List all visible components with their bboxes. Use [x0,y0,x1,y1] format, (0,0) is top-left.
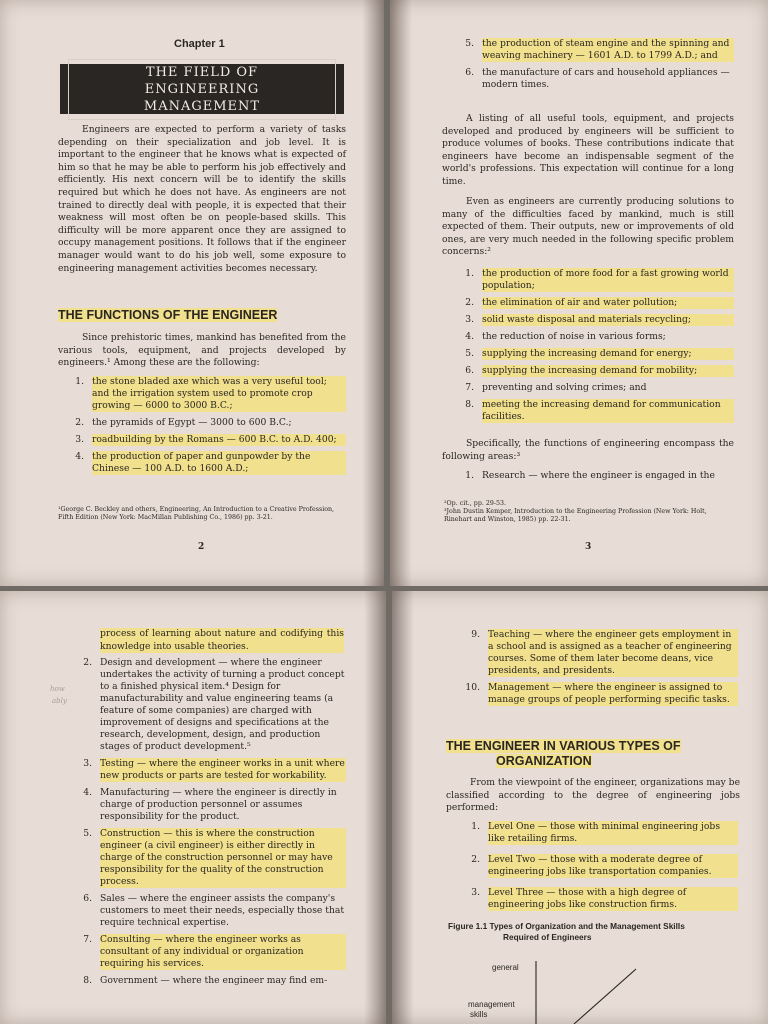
chapter-title-box [60,64,344,114]
binding-shadow [392,591,414,1024]
list-item: 1. the production of more food for a fast growing world population; [452,268,734,292]
page-4 [0,591,386,1024]
list-item: 1. the stone bladed axe which was a very useful tool; and the irrigation system used to promote crop growing — 6000 to 3000 B.C.; [62,376,346,412]
section-heading-functions: THE FUNCTIONS OF THE ENGINEER [58,308,278,322]
binding-shadow [390,0,412,586]
list-item: 2. the pyramids of Egypt — 3000 to 600 B.C.; [75,417,292,428]
axis-label-management: management [468,1000,515,1009]
list-item: 4. the reduction of noise in various forms; [465,331,666,342]
listing-paragraph: A listing of all useful tools, equipment, and projects developed and produced by engineers will be sufficient to produce volumes of books. These contributions indicate that engineers have become an indispensable segment of the world's professions. This expectation will continue for a long time. [442,113,734,187]
binding-shadow [362,0,384,586]
list-item: 4. Manufacturing — where the engineer is directly in charge of production personnel or assumes responsibility for the product. [83,787,337,822]
footnote-2: ²Op. cit., pp. 29-53. [444,500,507,507]
footnote: ¹George C. Beckley and others, Engineering, An Introduction to a Creative Profession, Fifth Edition (New York: MacMillan Publishing Co., 1986) pp. 3-21. [58,506,335,521]
list-item: 6. supplying the increasing demand for mobility; [452,365,734,377]
list-item: 6. the manufacture of cars and household appliances — modern times. [465,67,730,90]
list-item: 1. Level One — those with minimal engineering jobs like retailing firms. [458,821,738,845]
engineering-areas-list [70,657,346,987]
footnote-3: ³John Dustin Kemper, Introduction to the Engineering Profession (New York: Holt, Rinehart and Winston, 1985) pp. 22-31. [444,508,707,523]
list-item: 3. Testing — where the engineer works in a unit where new products or parts are tested for workability. [83,758,345,781]
margin-note: how [50,685,65,693]
section-heading-organization-line2: ORGANIZATION [496,754,592,768]
list-item: 9. Teaching — where the engineer gets employment in a school and is assigned as a teacher of engineering courses. Some of them later become deans, vice presidents, and presidents. [458,629,738,677]
list-item: 5. the production of steam engine and the spinning and weaving machinery — 1601 A.D. to 1799 A.D.; and [452,38,734,62]
chapter-title-line1: THE FIELD OF ENGINEERING [144,64,260,97]
list-item: 3. roadbuilding by the Romans — 600 B.C. to A.D. 400; [62,434,346,446]
figure-label: Figure 1.1 [448,921,488,931]
research-continuation: process of learning about nature and codifying this knowledge into usable theories. [100,628,344,652]
intro-paragraph: Engineers are expected to perform a variety of tasks depending on their specialization and job level. It is important to the engineer that he knows what is expected of him so that he may be able to perform his job effectively and efficiently. His next concern will be to identify the skills required but which he does not have. As engineers are not trained to directly deal with people, it is expected that their weakness will most often be on people-based skills. This difficulty will be more apparent once they are assigned to occupy management positions. It follows that if the engineer manager would want to do his job well, some exposure to engineering management activities becomes necessary. [58,124,346,274]
page-3 [390,0,768,586]
list-item: 1. Research — where the engineer is engaged in the [465,470,715,481]
list-item: 8. Government — where the engineer may find em- [83,975,328,986]
page-number: 3 [585,542,592,552]
figure-caption [448,921,740,932]
list-item: 2. the elimination of air and water pollution; [452,297,734,309]
section-paragraph: Since prehistoric times, mankind has benefited from the various tools, equipment, and projects developed by engineers.¹ Among these are the following: [58,332,346,369]
binding-shadow [364,591,386,1024]
list-item: 5. supplying the increasing demand for energy; [452,348,734,360]
figure-diagram [532,959,652,1024]
figure-caption-line2: Required of Engineers [503,932,592,942]
trend-line [574,969,636,1024]
list-item: 7. Consulting — where the engineer works as consultant of any individual or organization requiring his services. [70,934,346,970]
problem-concerns-list [452,268,734,423]
areas-list [452,470,734,482]
list-item: 2. Design and development — where the engineer undertakes the activity of turning a product concept to a finished physical item.⁴ Design for manufacturability and value engineering teams (a feature of some companies) are charged with improvement of designs and specifications at the research, development, design, and production stages of product development.⁵ [83,657,345,752]
organization-paragraph: From the viewpoint of the engineer, organizations may be classified according to the degree of engineering jobs performed: [446,777,741,814]
list-item: 3. solid waste disposal and materials recycling; [452,314,734,326]
engineering-areas-list-cont [458,629,738,706]
list-item: 8. meeting the increasing demand for communication facilities. [452,399,734,423]
list-item: 4. the production of paper and gunpowder by the Chinese — 100 A.D. to 1600 A.D.; [62,451,346,475]
axis-label-general: general [492,963,519,972]
problems-paragraph: Even as engineers are currently producing solutions to many of the difficulties faced by mankind, much is still expected of them. Their outputs, new or improvements of old ones, are very much needed in the following specific problem concerns:² [442,196,734,258]
modern-contributions-list [452,38,734,91]
chapter-label: Chapter 1 [174,38,225,50]
figure-caption-line1: Types of Organization and the Management Skills [489,921,685,931]
list-item: 7. preventing and solving crimes; and [465,382,647,393]
list-item: 6. Sales — where the engineer assists the company's customers to meet their needs, especially those that require technical expertise. [83,893,345,928]
page-number: 2 [198,542,205,552]
chapter-title [68,59,336,120]
chapter-title-line2: MANAGEMENT [143,98,261,114]
list-item: 5. Construction — this is where the construction engineer (a civil engineer) is either directly in charge of the construction personnel or may have responsibility for the quality of the construction process. [70,828,346,888]
areas-paragraph: Specifically, the functions of engineering encompass the following areas:³ [442,438,734,462]
ancient-contributions-list [62,376,346,475]
organization-levels-list [458,821,738,911]
list-item: 3. Level Three — those with a high degree of engineering jobs like construction firms. [458,887,738,911]
margin-note: ably [52,697,67,705]
list-item: 2. Level Two — those with a moderate degree of engineering jobs like transportation companies. [458,854,738,878]
list-item: 10. Management — where the engineer is assigned to manage groups of people performing specific tasks. [458,682,738,706]
axis-label-skills: skills [470,1010,488,1019]
page-5 [392,591,768,1024]
section-heading-organization-line1: THE ENGINEER IN VARIOUS TYPES OF [446,739,681,753]
page-2 [0,0,384,586]
